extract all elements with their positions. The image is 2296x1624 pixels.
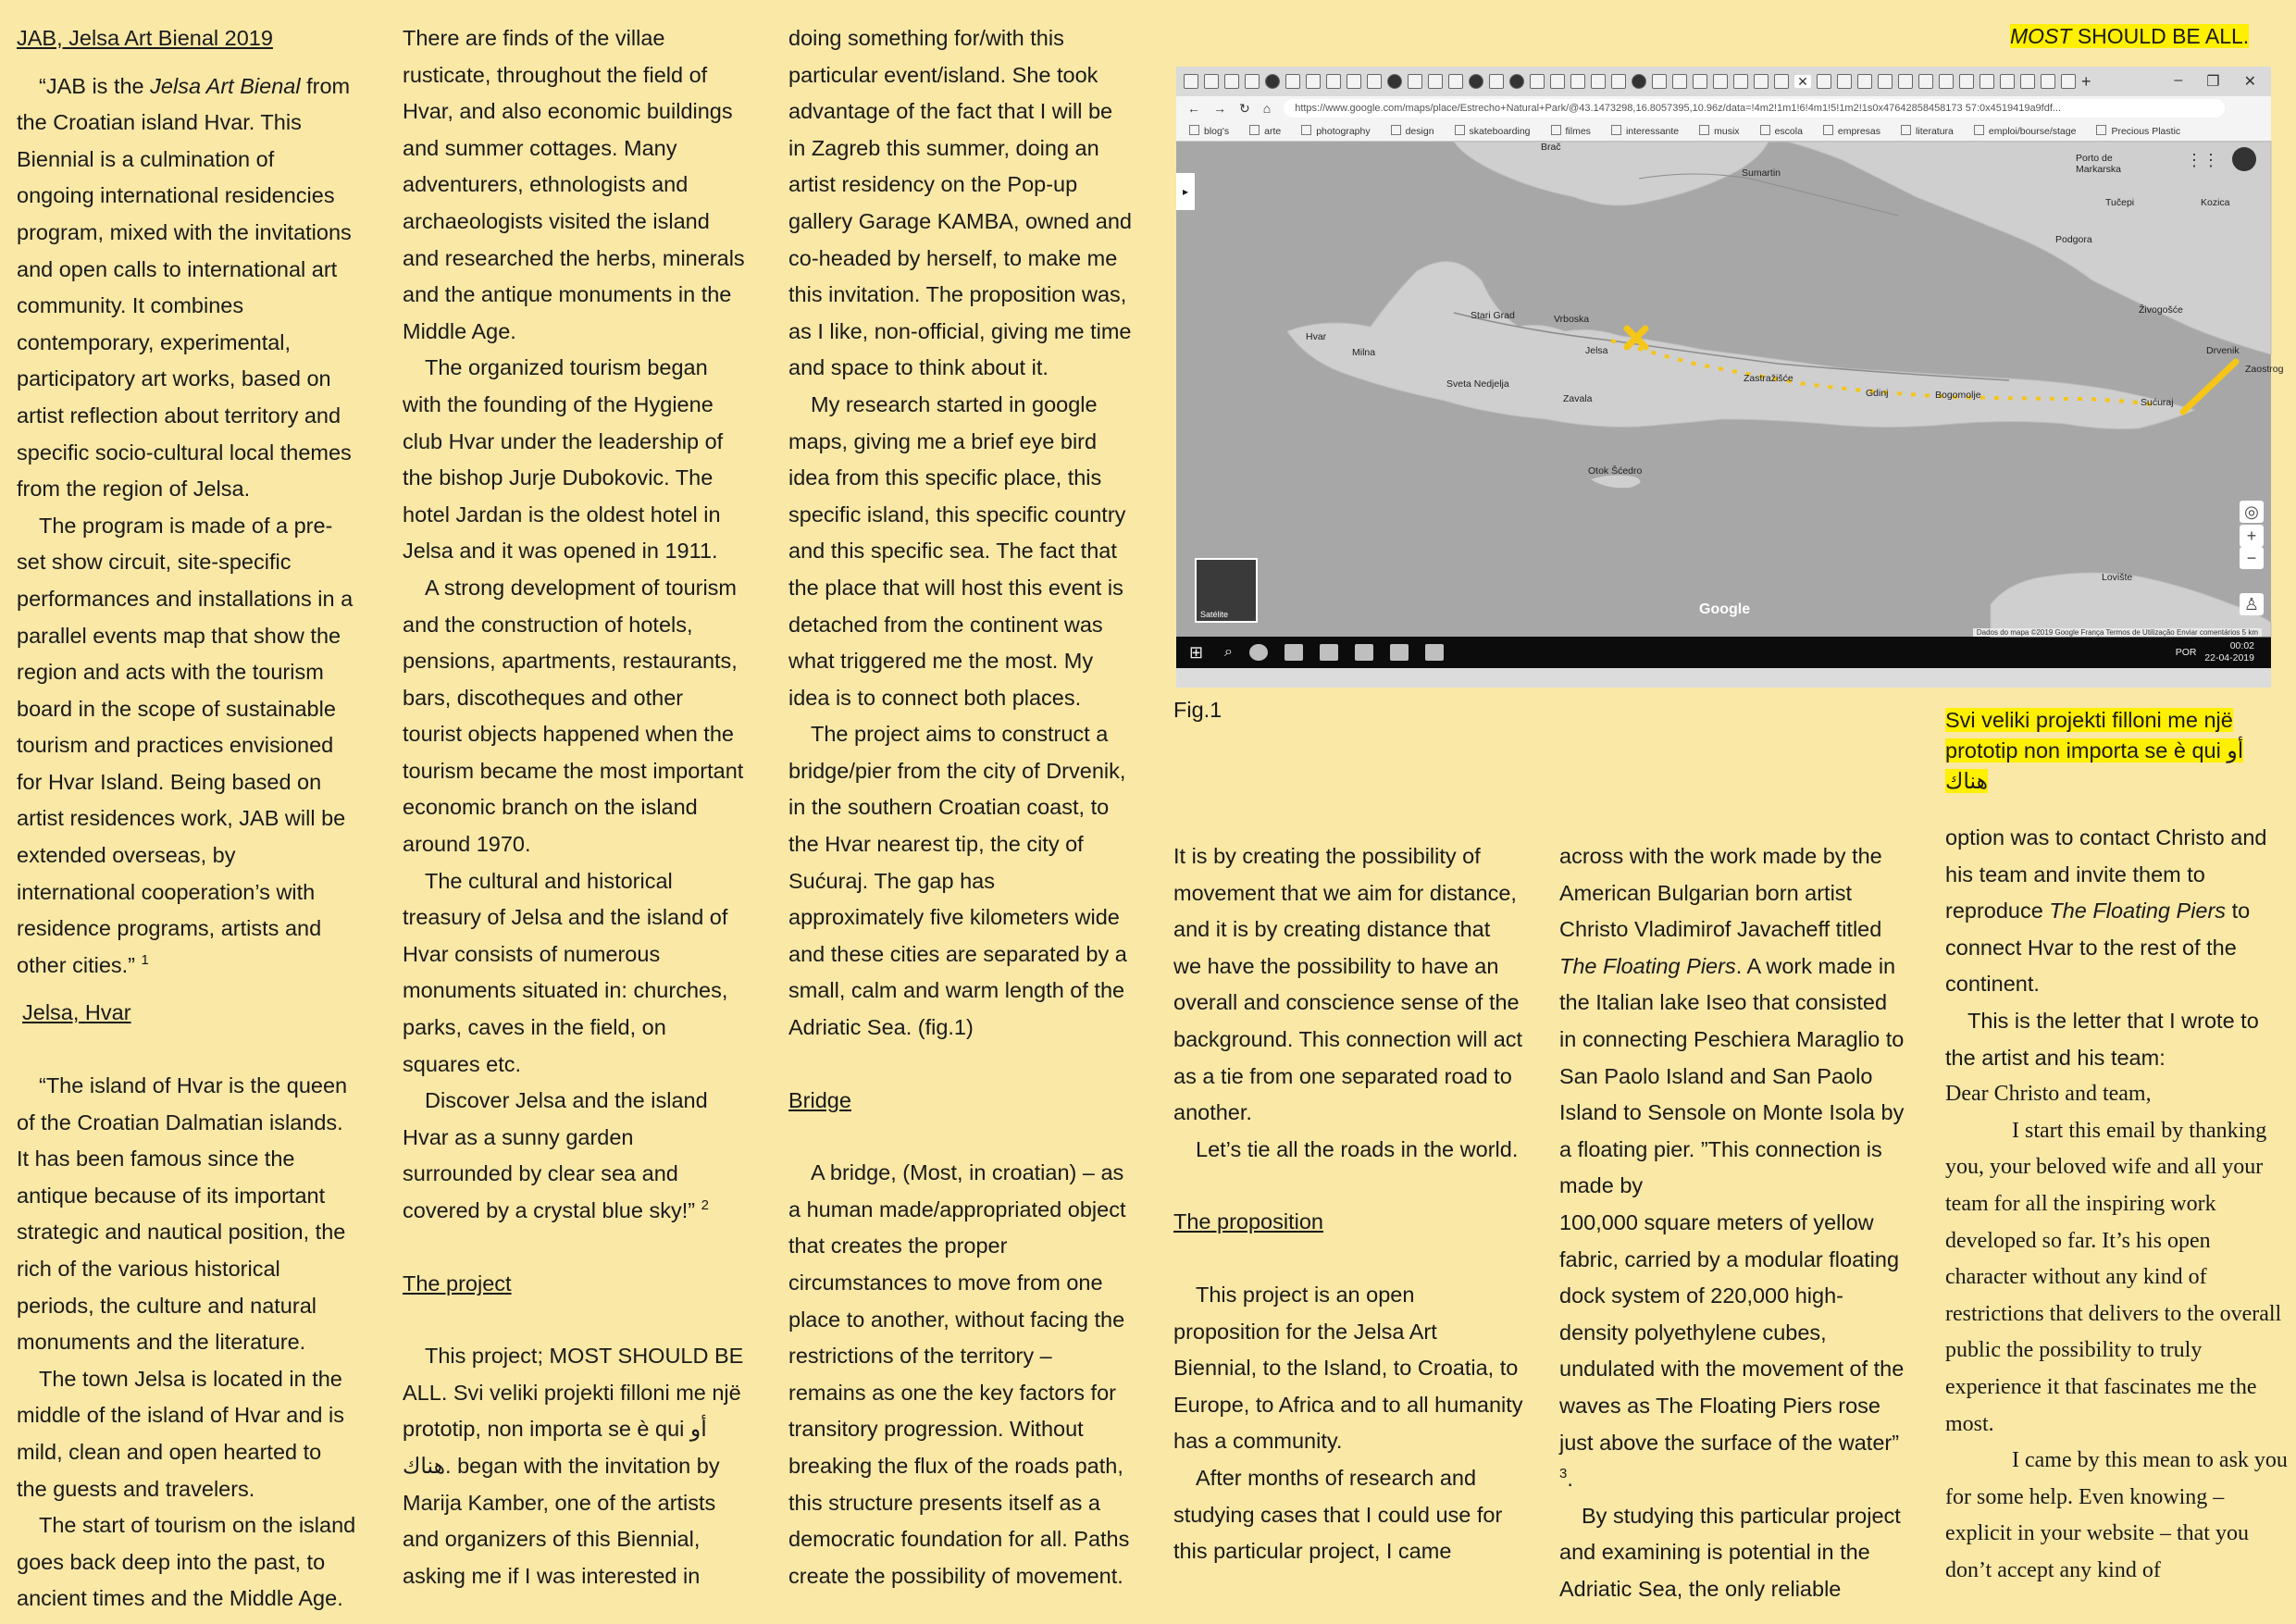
header-rest: SHOULD BE ALL. [2071,24,2250,48]
text-italic: Jelsa Art Bienal [150,73,301,98]
tab-icon[interactable] [1837,74,1852,89]
column-5 [1173,838,1523,1570]
new-tab-icon[interactable]: + [2081,71,2091,91]
bookmarks-bar [1176,120,2271,142]
highlight-text: Svi veliki projekti filloni me një prototip non importa se è qui أو هناك [1945,708,2244,793]
map-label: Drvenik [2206,345,2240,356]
tab-icon[interactable] [1408,74,1422,89]
bookmark[interactable]: skateboarding [1455,125,1531,137]
word-icon[interactable] [1355,644,1373,661]
section-heading-jelsa: Jelsa, Hvar [22,1000,131,1025]
tray-date[interactable]: 22-04-2019 [2204,652,2254,663]
column-6 [1559,838,1909,1607]
text: across with the work made by the American Bulgarian born artist Christo Vladimirof Javacheff titled [1559,844,1882,942]
bookmark[interactable]: photography [1301,125,1370,137]
paragraph: The cultural and historical treasury of Jelsa and the island of Hvar consists of numerous monuments situated in: churches, parks, caves in the field, on squares etc. [403,868,728,1076]
apps-icon[interactable]: ⋮⋮ [2186,151,2219,169]
text-italic: The Floating Piers [2049,899,2227,924]
tab-icon[interactable] [1959,74,1974,89]
text: to connect Hvar to the rest of the continent. [1945,899,2251,997]
paragraph: By studying this particular project and examining is potential in the Adriatic Sea, the only reliable [1559,1503,1901,1601]
tab-icon[interactable] [1428,74,1443,89]
photoshop-icon[interactable] [1390,644,1409,661]
text: This project; [425,1344,550,1369]
map-label: Milna [1352,347,1376,358]
tab-icon[interactable] [1367,74,1382,89]
tab-icon[interactable] [2020,74,2035,89]
header-most: MOST [2010,24,2072,48]
tab-icon[interactable] [1733,74,1748,89]
tab-icon[interactable] [1530,74,1545,89]
zoom-out-icon[interactable]: − [2240,547,2264,569]
reload-icon[interactable]: ↻ [1239,100,1250,116]
figure-caption: Fig.1 [1173,698,1222,722]
map-label: Sveta Nedjelja [1446,378,1509,390]
tab-icon[interactable] [1632,74,1646,89]
tab-icon[interactable] [1591,74,1606,89]
bookmark[interactable]: arte [1249,125,1281,137]
letter-paragraph: I start this email by thanking you, your beloved wife and all your team for all the inspiring work developed so far. It’s his open character without any kind of restrictions that delivers to the overall public the possibility to truly experience it that fascinates me the most. [1945,1118,2282,1436]
map-label: Zastražišće [1744,373,1793,384]
tab-icon[interactable] [1918,74,1933,89]
window-controls [2174,72,2271,91]
close-window-icon[interactable]: ✕ [2243,74,2256,90]
paragraph: Let’s tie all the roads in the world. [1196,1136,1519,1161]
paragraph: The town Jelsa is located in the middle of the island of Hvar and is mild, clean and open hearted to the guests and travelers. [17,1366,344,1501]
tab-icon[interactable] [1754,74,1769,89]
system-tray [2176,640,2271,664]
bookmark[interactable]: emploi/bourse/stage [1974,125,2077,137]
paragraph [403,1338,747,1594]
expand-panel-icon[interactable]: ▸ [1176,173,1195,210]
tab-icon[interactable] [1939,74,1954,89]
tab-icon[interactable] [1347,74,1361,89]
map-label: Živogošće [2139,304,2183,316]
tab-icon[interactable] [1204,74,1219,89]
windows-taskbar [1176,637,2271,668]
highlight-quote [1945,705,2288,797]
browser-tab-strip [1176,67,2271,96]
tab-icon[interactable] [1611,74,1626,89]
paragraph: It is by creating the possibility of movement that we aim for distance, and it is by creating distance that we have the possibility to have an overall and conscience sense of the background. This connection will act as a tie from one separated road to another. [1173,844,1523,1125]
paragraph: The organized tourism began with the founding of the Hygiene club Hvar under the leadership of the bishop Jurje Dubokovic. The hotel Jardan is the oldest hotel in Jelsa and it was opened in 1911. [403,355,724,564]
tab-icon[interactable] [1326,74,1341,89]
text-italic: The Floating Piers [1559,953,1736,978]
home-icon[interactable]: ⌂ [1262,101,1272,116]
bookmark[interactable]: musix [1699,125,1739,137]
text: 100,000 square meters of yellow fabric, carried by a modular floating dock system of 220,000 high-density polyethylene cubes, undulated with the movement of the waves as The Floating Piers rose just above the surface of the water” [1559,1209,1905,1455]
text: Discover Jelsa and the island Hvar as a sunny garden surrounded by clear sea and covered by a crystal blue sky!” [403,1088,708,1222]
tab-icon[interactable] [1469,74,1483,89]
column-7 [1945,820,2290,1589]
map-label: Tučepi [2105,197,2135,208]
tab-icon[interactable] [2041,74,2055,89]
map-label: Bogomolje [1935,390,1981,401]
windows-start-icon[interactable]: ⊞ [1189,643,1204,662]
tab-icon[interactable] [1817,74,1831,89]
map-graphic [1176,142,2271,637]
bookmark[interactable]: design [1391,125,1434,137]
map-label: Sućuraj [2141,397,2174,408]
app-icon[interactable] [1425,644,1444,661]
paragraph: After months of research and studying cases that I could use for this particular project, I came [1173,1465,1503,1564]
bookmark[interactable]: Precious Plastic [2096,125,2180,137]
tray-clock[interactable]: 00:02 [2229,640,2254,651]
paragraph [17,508,357,985]
map-label: Porto de Markarska [2076,153,2122,175]
paragraph: This project is an open proposition for the Jelsa Art Biennial, to the Island, to Croatia, to Europe, to Africa and to all humanity has a community. [1173,1282,1523,1454]
map-label: Vrboska [1554,314,1590,325]
paragraph: There are finds of the villae rusticate, throughout the field of Hvar, and also economic buildings and summer cottages. Many adventurers, ethnologists and archaeologists visited the island and researched the herbs, minerals and the antique monuments in the Middle Age. [403,26,745,343]
tab-icon[interactable] [1265,74,1280,89]
map-label: Stari Grad [1471,310,1515,321]
map-label: Kozica [2201,197,2230,208]
address-bar-row [1176,96,2271,120]
tab-icon[interactable] [1693,74,1707,89]
map-label: Zaostrog [2245,364,2284,375]
back-icon[interactable]: ← [1187,101,1200,116]
google-logo: Google [1699,601,1751,617]
bookmark[interactable]: filmes [1551,125,1591,137]
bookmark[interactable]: escola [1760,125,1803,137]
tab-icon[interactable] [1652,74,1667,89]
zoom-in-icon[interactable]: + [2240,525,2264,547]
tab-icon[interactable] [1898,74,1913,89]
map-label: Otok Šćedro [1588,465,1643,477]
tab-icon[interactable] [1448,74,1463,89]
tab-icon[interactable] [1570,74,1585,89]
paragraph: A strong development of tourism and the construction of hotels, pensions, apartments, restaurants, bars, discotheques and other tourist objects happened when the tourism became the most important economic branch on the island around 1970. [403,575,744,857]
tab-icon[interactable] [1306,74,1321,89]
map-label: Brač [1541,142,1561,153]
letter-paragraph: I came by this mean to ask you for some help. Even knowing – explicit in your website – that you don’t accept any kind of [1945,1448,2288,1582]
text: . Svi veliki projekti filloni me një prototip, non importa se è qui أو هناك. began with the invitation by Marija Kamber, one of the artists and organizers of this Biennial, asking me if I was interested in [403,1380,741,1588]
tab-icon[interactable] [1713,74,1728,89]
chrome-icon[interactable] [1249,644,1268,661]
tab-icon[interactable] [1387,74,1402,89]
tab-icon[interactable] [1224,74,1239,89]
header-title [2010,24,2249,49]
text: . A work made in the Italian lake Iseo that consisted in connecting Peschiera Maraglio to San Paolo Island and San Paolo Island to Sensole on Monte Isola by a floating pier. ”This connection is made by [1559,953,1905,1198]
map-label: Jelsa [1585,345,1608,356]
paragraph: This is the letter that I wrote to the artist and his team: [1945,1008,2259,1070]
tab-icon[interactable] [2061,74,2076,89]
tray-language[interactable]: POR [2175,646,2197,658]
map-label: Gdinj [1866,388,1889,399]
minimize-icon[interactable]: – [2174,72,2183,88]
text: from the Croatian island Hvar. This Biennial is a culmination of ongoing international residencies program, mixed with the invitations and open calls to international art community. It combines contemporary, experimental, participatory art works, based on artist reflection about territory and specific socio-cultural local themes from the region of Jelsa. [17,73,352,502]
section-heading-jab: JAB, Jelsa Art Bienal 2019 [17,26,273,50]
map-footer: Dados do mapa ©2019 Google França Termos de Utilização Enviar comentários 5 km [1973,628,2262,637]
paragraph: “The island of Hvar is the queen of the Croatian Dalmatian islands. It has been famous since the antique because of its important strategic and nautical position, the rich of the various historical periods, the culture and natural monuments and the literature. [17,1073,348,1355]
column-2 [403,20,747,1594]
tab-icon[interactable] [1285,74,1300,89]
search-icon[interactable]: ⌕ [1224,644,1233,660]
tab-icon[interactable] [2000,74,2015,89]
footnote-ref[interactable]: 1 [141,952,149,969]
restore-icon[interactable]: ❐ [2206,74,2220,90]
header-highlight [2010,24,2249,48]
app-icon[interactable] [1285,644,1303,661]
close-icon[interactable]: ✕ [1794,75,1811,88]
tab-icon[interactable] [1857,74,1872,89]
paragraph: The project aims to construct a bridge/pier from the city of Drvenik, in the southern Croatian coast, to the Hvar nearest tip, the city of Sućuraj. The gap has approximately five kilometers wide and these cities are separated by a small, calm and warm length of the Adriatic Sea. (fig.1) [788,722,1127,1040]
map-label: Hvar [1306,331,1327,342]
tab-icon[interactable] [1489,74,1504,89]
column-1 [17,20,357,1618]
tab-icon[interactable] [1550,74,1565,89]
tab-icon[interactable] [1245,74,1260,89]
bookmark[interactable]: interessante [1611,125,1679,137]
section-heading-bridge: Bridge [788,1087,851,1112]
footnote-ref[interactable]: 3 [1559,1466,1568,1482]
map-label: Lovište [2102,572,2133,583]
figure-screenshot [1176,67,2284,688]
letter-salutation: Dear Christo and team, [1945,1082,2152,1107]
footnote-ref[interactable]: 2 [701,1197,709,1214]
pegman-icon[interactable]: ♙ [2240,593,2264,615]
text: “JAB is the [39,73,151,98]
text: option was to contact Christo and his team and invite them to reproduce [1945,825,2267,924]
bookmark[interactable]: literatura [1901,125,1954,137]
satellite-label: Satélite [1200,610,1229,619]
location-icon[interactable]: ◎ [2240,501,2264,523]
paragraph [1559,1205,1909,1498]
section-heading-proposition: The proposition [1173,1209,1323,1234]
google-map[interactable] [1176,142,2284,637]
paragraph [1559,838,1909,1205]
avatar[interactable] [2232,147,2256,171]
forward-icon[interactable]: → [1213,101,1226,116]
tab-icon[interactable] [1878,74,1893,89]
bookmark[interactable]: blog's [1189,125,1229,137]
map-label: Podgora [2055,234,2092,245]
folder-icon[interactable] [1320,644,1338,661]
tab-icon[interactable] [1509,74,1524,89]
map-label: Sumartin [1742,167,1781,179]
url-field[interactable]: https://www.google.com/maps/place/Estrecho+Natural+Park/@43.1473298,16.8057395,10.96z/data=!4m2!1m1!6!4m1!5!1m2!1s0x47642858458173 57:0x4519419a9fdf... [1284,99,2225,118]
paragraph [1945,820,2290,1003]
paragraph: The start of tourism on the island goes back deep into the past, to ancient times and the Middle Age. [17,1513,356,1611]
section-heading-project: The project [403,1271,512,1295]
paragraph: A bridge, (Most, in croatian) – as a human made/appropriated object that creates the proper circumstances to move from one place to another, without facing the restrictions of the territory – remains as one the key factors for transitory progression. Without breaking the flux of the roads path, this structure presents itself as a democratic foundation for all. Paths create the possibility of movement. [788,1160,1130,1588]
project-title: MOST SHOULD BE ALL [403,1344,744,1405]
tab-icon[interactable] [1980,74,1994,89]
tab-icon[interactable] [1184,74,1198,89]
paragraph [403,1083,747,1229]
text: The program is made of a pre-set show circuit, site-specific performances and installations in a parallel events map that show the region and acts with the tourism board in the scope of sustainable tourism and practices envisioned for Hvar Island. Being based on artist residences work, JAB will be extended overseas, by international cooperation’s with residence programs, artists and other cities.” [17,513,354,977]
bookmark[interactable]: empresas [1823,125,1880,137]
tab-icon[interactable] [1672,74,1687,89]
satellite-toggle[interactable] [1195,558,1258,623]
column-3 [788,20,1133,1594]
paragraph [17,68,357,508]
paragraph: My research started in google maps, giving me a brief eye bird idea from this specific place, this specific island, this specific country and this specific sea. The fact that the place that will host this event is detached from the continent was what triggered me the most. My idea is to connect both places. [788,391,1126,710]
map-label: Zavala [1563,393,1593,404]
paragraph: doing something for/with this particular event/island. She took advantage of the fact that I will be in Zagreb this summer, doing an artist residency on the Pop-up gallery Garage KAMBA, owned and co-headed by herself, to make me this invitation. The proposition was, as I like, non-official, giving me time and space to think about it. [788,26,1132,380]
tab-icon[interactable] [1774,74,1789,89]
text: . [1567,1467,1573,1492]
